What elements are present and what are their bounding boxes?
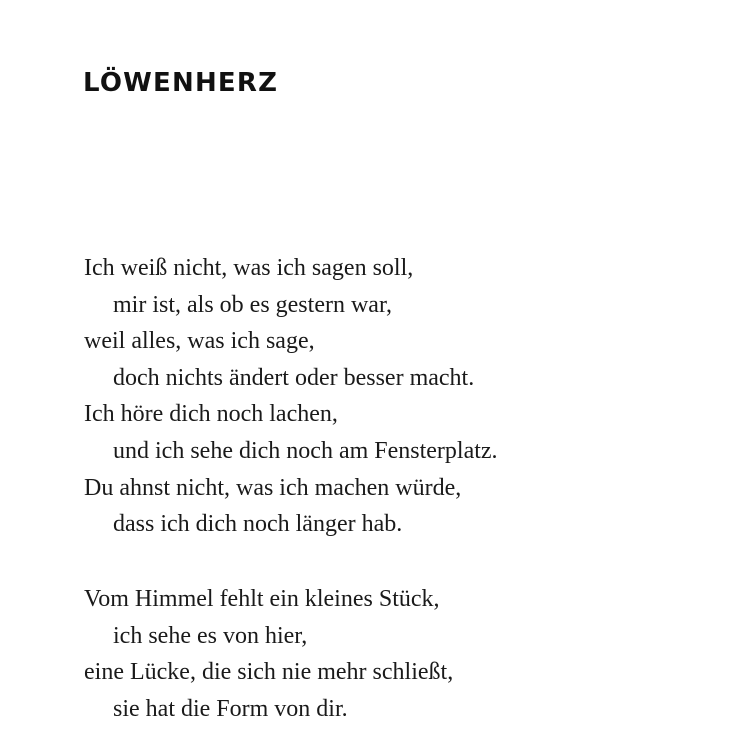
poem-line: eine Lücke, die sich nie mehr schließt,: [84, 659, 454, 686]
poem-line-indented: ich sehe es von hier,: [113, 622, 308, 649]
poem-line-indented: doch nichts ändert oder besser macht.: [113, 364, 475, 391]
poem-line: Ich weiß nicht, was ich sagen soll,: [84, 255, 414, 281]
poem-line: Du ahnst nicht, was ich machen würde,: [84, 474, 462, 501]
poem-title: LÖWENHERZ: [83, 68, 279, 98]
poem-line: Ich höre dich noch lachen,: [84, 401, 338, 428]
poem-line-indented: mir ist, als ob es gestern war,: [113, 291, 392, 318]
poem-line-indented: dass ich dich noch länger hab.: [113, 511, 403, 538]
poem-line: Vom Himmel fehlt ein kleines Stück,: [84, 586, 440, 612]
poem-line-indented: und ich sehe dich noch am Fensterplatz.: [113, 437, 498, 464]
stanza-2: [84, 581, 453, 727]
stanza-1: [84, 250, 498, 543]
poem-line-indented: sie hat die Form von dir.: [113, 695, 348, 722]
poem-line: weil alles, was ich sage,: [84, 328, 315, 355]
